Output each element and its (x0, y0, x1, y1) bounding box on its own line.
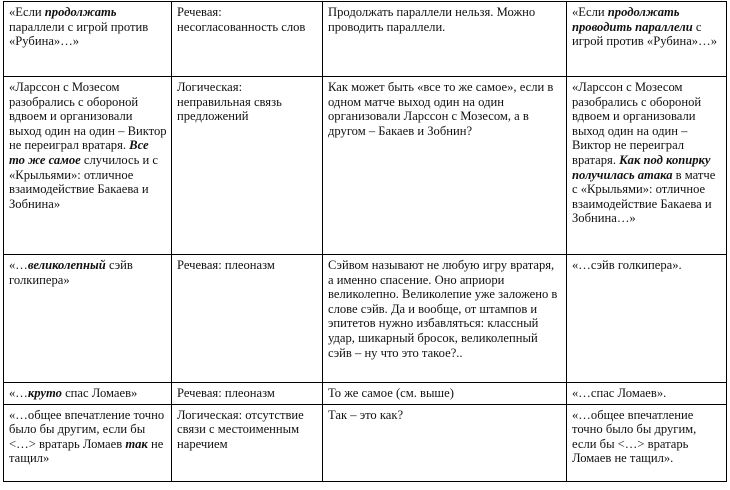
text-run: так (125, 436, 148, 451)
comment-text (328, 408, 562, 423)
text-run: Продолжать параллели нельзя. Можно проводить параллели. (328, 5, 536, 34)
text-run: Сэйвом называют не любую игру вратаря, а именно спасение. Оно априори великолепно. Великолепие уже заложено в слове (328, 258, 558, 316)
text-run: Так (328, 407, 348, 422)
error-type-cell (172, 404, 323, 481)
comment-cell (323, 383, 567, 405)
corrected-cell (567, 2, 727, 77)
comment-cell (323, 77, 567, 255)
text-run: сэйв (360, 301, 385, 316)
comment-text (328, 80, 562, 138)
text-run: продолжать проводить параллели (572, 5, 693, 34)
comment-cell (323, 2, 567, 77)
text-run: в матче с «Крыльями»: отличное взаимодействие Бакаева и Зобнина…» (572, 167, 716, 226)
comment-text (328, 258, 562, 360)
text-run: «Если (9, 5, 45, 19)
error-type-text: Речевая: плеоназм (177, 386, 275, 400)
corrected-cell (567, 77, 727, 255)
comment-cell (323, 255, 567, 383)
corrected-text (572, 80, 722, 226)
corrected-text (572, 5, 722, 49)
text-run: классный удар, шикарный бросок, великолепный сэйв (328, 316, 539, 360)
comment-cell (323, 404, 567, 481)
text-run: спас Ломаев» (61, 386, 138, 400)
example-text (9, 80, 167, 211)
comment-text (328, 386, 562, 401)
error-type-text: Логическая: неправильная связь предложений (177, 80, 282, 124)
corrected-cell (567, 404, 727, 481)
example-cell (4, 255, 172, 383)
text-run: Как может быть «все то же самое», если в одном матче выход один на один организовали Ларссон с Мозесом, а в другом – Бакаев и Зобнин? (328, 80, 554, 138)
text-run: «Ларссон с Мозесом разобрались с обороной вдвоем и организовали выход один на один – Виктор не переиграл вратаря. (572, 80, 702, 167)
comment-text (328, 5, 562, 34)
text-run: То же самое (см. выше) (328, 386, 454, 400)
text-run: круто (27, 386, 62, 400)
text-run: «…общее впечатление точно было бы другим, если бы <…> вратарь Ломаев не тащил». (572, 407, 697, 466)
text-run: «…сэйв голкипера». (572, 258, 682, 272)
corrected-cell (567, 255, 727, 383)
example-text (9, 386, 167, 401)
text-run: – это как? (347, 407, 404, 422)
text-run: случилось и с «Крыльями»: отличное взаимодействие Бакаева и Зобнина» (9, 152, 158, 211)
corrected-text (572, 408, 722, 466)
example-cell (4, 2, 172, 77)
text-run: Все то же самое (9, 138, 149, 167)
table-row (4, 2, 727, 77)
table-row (4, 404, 727, 481)
text-run: – ну что это такое?.. (351, 345, 463, 360)
text-run: «Если (572, 5, 608, 19)
example-text (9, 258, 167, 287)
error-analysis-table (3, 1, 727, 482)
text-run: . Да и вообще, от штампов и эпитетов нужно избавляться: (328, 301, 538, 331)
text-run: «…общее впечатление точно было бы другим, если бы <…> вратарь Ломаев (9, 407, 165, 451)
example-cell (4, 77, 172, 255)
text-run: «…спас Ломаев». (572, 386, 667, 400)
corrected-cell (567, 383, 727, 405)
error-type-cell (172, 255, 323, 383)
example-text (9, 408, 167, 466)
corrected-text (572, 386, 722, 401)
example-cell (4, 383, 172, 405)
error-type-cell (172, 383, 323, 405)
error-type-text: Логическая: отсутствие связи с местоименным наречием (177, 407, 304, 451)
text-run: сэйв голкипера» (9, 258, 133, 287)
example-cell (4, 404, 172, 481)
error-type-text: Речевая: плеоназм (177, 258, 275, 272)
error-type-text: Речевая: несогласованность слов (177, 5, 306, 34)
text-run: не тащил» (9, 436, 164, 466)
text-run: «Ларссон с Мозесом разобрались с обороной вдвоем и организовали выход один на один – Виктор не переиграл вратаря. (9, 80, 167, 153)
text-run: параллели с игрой против «Рубина»…» (9, 19, 149, 49)
table-row (4, 77, 727, 255)
example-text (9, 5, 167, 49)
text-run: с игрой против «Рубина»…» (572, 19, 717, 49)
text-run: великолепный (27, 258, 106, 272)
table-row (4, 255, 727, 383)
error-type-cell (172, 77, 323, 255)
table-row (4, 383, 727, 405)
text-run: Как под копирку получилась атака (572, 152, 711, 182)
text-run: продолжать (44, 5, 117, 19)
corrected-text (572, 258, 722, 273)
error-type-cell (172, 2, 323, 77)
text-run: «… (9, 258, 28, 272)
text-run: «… (9, 386, 28, 400)
